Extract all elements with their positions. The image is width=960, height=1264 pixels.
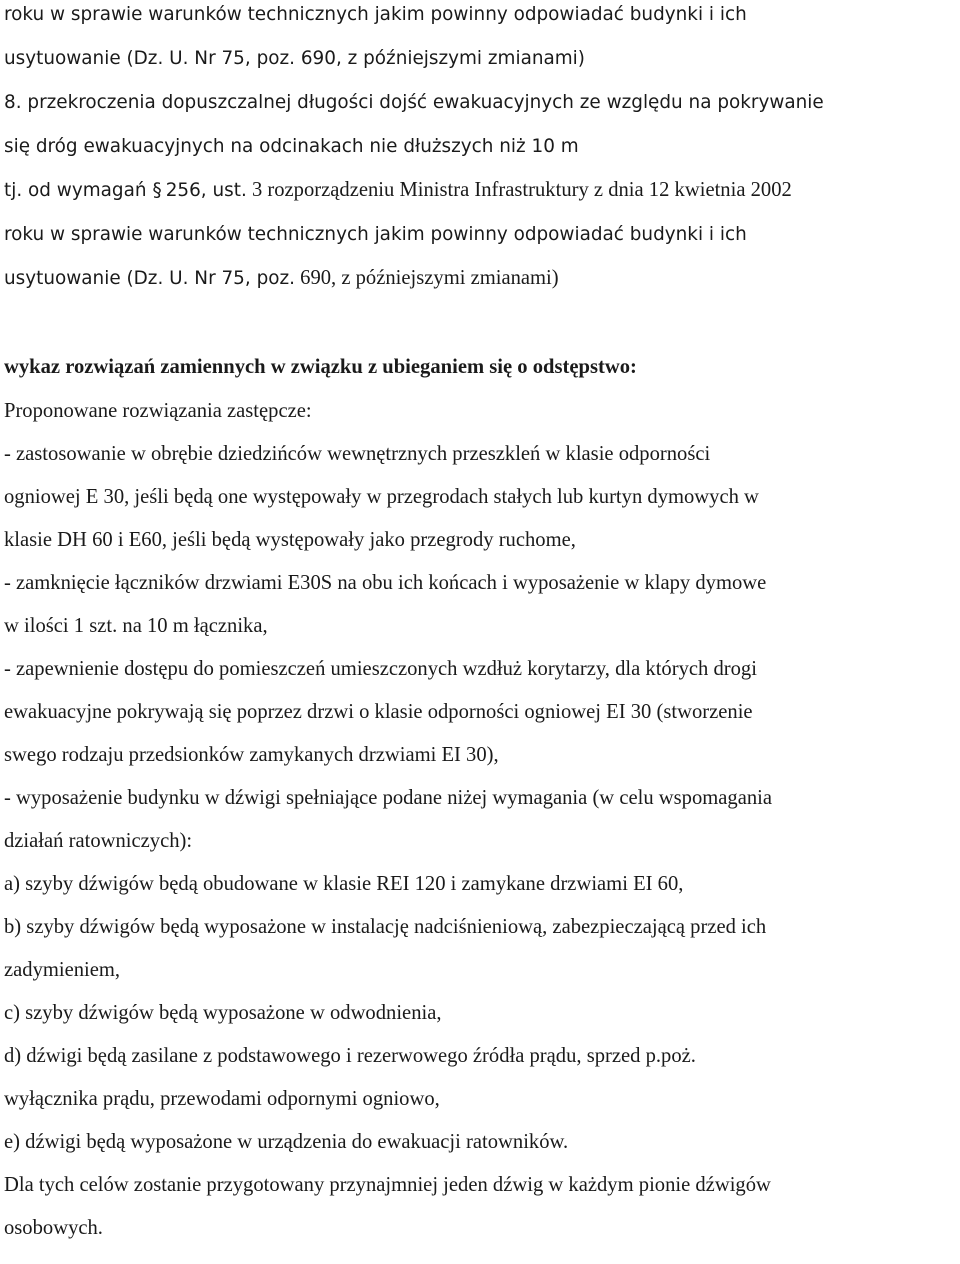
text-line: e) dźwigi będą wyposażone w urządzenia do ewakuacji ratowników. (4, 1131, 569, 1153)
text-line: roku w sprawie warunków technicznych jakim powinny odpowiadać budynki i ich (4, 224, 747, 245)
section-heading: wykaz rozwiązań zamiennych w związku z ubieganiem się o odstępstwo: (4, 356, 637, 378)
text-line: - zastosowanie w obrębie dziedzińców wewnętrznych przeszkleń w klasie odporności (4, 443, 711, 465)
text-line: Dla tych celów zostanie przygotowany przynajmniej jeden dźwig w każdym pionie dźwigów (4, 1174, 771, 1196)
document-page (4, 0, 956, 1257)
text-line (4, 176, 956, 220)
text-line: w ilości 1 szt. na 10 m łącznika, (4, 615, 268, 637)
text-line: się dróg ewakuacyjnych na odcinakach nie dłuższych niż 10 m (4, 136, 579, 157)
text-line: a) szyby dźwigów będą obudowane w klasie REI 120 i zamykane drzwiami EI 60, (4, 873, 684, 895)
text-fragment: 256, ust. (165, 180, 247, 201)
text-line: c) szyby dźwigów będą wyposażone w odwodnienia, (4, 1002, 442, 1024)
text-fragment: 3 rozporządzeniu Ministra Infrastruktury z dnia 12 kwietnia 2002 (246, 179, 792, 201)
text-line: zadymieniem, (4, 959, 121, 981)
text-line: ewakuacyjne pokrywają się poprzez drzwi o klasie odporności ogniowej EI 30 (stworzenie (4, 701, 753, 723)
text-line: b) szyby dźwigów będą wyposażone w instalację nadciśnieniową, zabezpieczającą przed ich (4, 916, 767, 938)
text-fragment: 690, z późniejszymi zmianami) (295, 267, 559, 289)
text-line: - zamknięcie łączników drzwiami E30S na obu ich końcach i wyposażenie w klapy dymowe (4, 572, 767, 594)
section-subheading: Proponowane rozwiązania zastępcze: (4, 400, 312, 422)
text-line: usytuowanie (Dz. U. Nr 75, poz. 690, z późniejszymi zmianami) (4, 48, 585, 69)
text-fragment: tj. od wymagań (4, 180, 147, 201)
text-line: swego rodzaju przedsionków zamykanych drzwiami EI 30), (4, 744, 499, 766)
text-line: - wyposażenie budynku w dźwigi spełniające podane niżej wymagania (w celu wspomagania (4, 787, 773, 809)
spacer (4, 308, 956, 353)
text-line: d) dźwigi będą zasilane z podstawowego i rezerwowego źródła prądu, sprzed p.poż. (4, 1045, 696, 1067)
text-line (4, 264, 956, 308)
text-line: wyłącznika prądu, przewodami odpornymi ogniowo, (4, 1088, 440, 1110)
text-line: roku w sprawie warunków technicznych jakim powinny odpowiadać budynki i ich (4, 4, 747, 25)
text-fragment: usytuowanie (Dz. U. Nr 75, poz. (4, 268, 295, 289)
list-item-8: 8. przekroczenia dopuszczalnej długości dojść ewakuacyjnych ze względu na pokrywanie (4, 92, 824, 113)
text-line: osobowych. (4, 1217, 103, 1239)
text-line: ogniowej E 30, jeśli będą one występowały w przegrodach stałych lub kurtyn dymowych w (4, 486, 759, 508)
text-line: klasie DH 60 i E60, jeśli będą występowały jako przegrody ruchome, (4, 529, 576, 551)
text-line: - zapewnienie dostępu do pomieszczeń umieszczonych wzdłuż korytarzy, dla których drogi (4, 658, 757, 680)
text-line: działań ratowniczych): (4, 830, 193, 852)
section-sign: § (152, 180, 162, 201)
